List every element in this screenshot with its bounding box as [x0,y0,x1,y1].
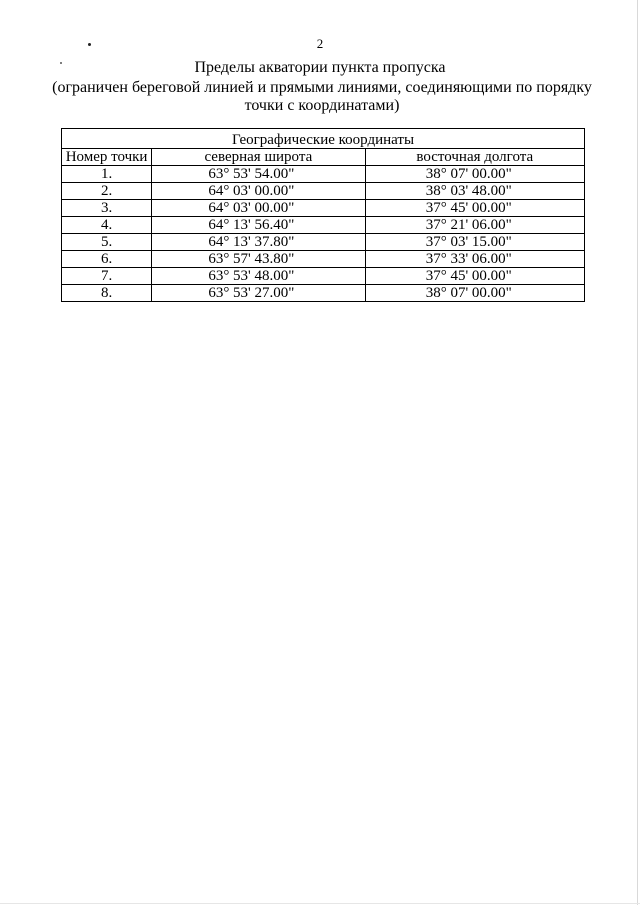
longitude-cell: 37° 03' 15.00" [365,234,584,251]
longitude-cell: 37° 45' 00.00" [365,200,584,217]
longitude-cell: 38° 07' 00.00" [365,285,584,302]
latitude-cell: 63° 53' 27.00" [152,285,365,302]
table-row [62,200,585,217]
latitude-cell: 64° 03' 00.00" [152,200,365,217]
table-row [62,251,585,268]
point-number-cell: 7. [62,268,152,285]
latitude-cell: 63° 53' 54.00" [152,166,365,183]
latitude-cell: 63° 53' 48.00" [152,268,365,285]
table-row [62,217,585,234]
longitude-cell: 37° 21' 06.00" [365,217,584,234]
latitude-cell: 64° 03' 00.00" [152,183,365,200]
scan-edge [0,903,640,904]
table-row [62,268,585,285]
longitude-cell: 38° 07' 00.00" [365,166,584,183]
column-header-longitude: восточная долгота [365,149,584,166]
page-number: 2 [316,36,324,51]
document-subtitle: (ограничен береговой линией и прямыми линиями, соединяющими по порядку точки с координатами) [52,79,592,114]
table-header-row [62,149,585,166]
point-number-cell: 1. [62,166,152,183]
column-header-number: Номер точки [62,149,152,166]
point-number-cell: 2. [62,183,152,200]
point-number-cell: 4. [62,217,152,234]
table-row [62,285,585,302]
point-number-cell: 3. [62,200,152,217]
column-header-latitude: северная широта [152,149,365,166]
latitude-cell: 64° 13' 37.80" [152,234,365,251]
table-row [62,234,585,251]
table-row [62,183,585,200]
longitude-cell: 37° 45' 00.00" [365,268,584,285]
table-body [62,166,585,302]
table-row [62,166,585,183]
table-group-header-row [62,129,585,149]
longitude-cell: 37° 33' 06.00" [365,251,584,268]
scan-edge [637,0,638,905]
longitude-cell: 38° 03' 48.00" [365,183,584,200]
point-number-cell: 5. [62,234,152,251]
group-header: Географические координаты [62,129,585,149]
coordinates-table [61,128,585,302]
point-number-cell: 8. [62,285,152,302]
latitude-cell: 64° 13' 56.40" [152,217,365,234]
document-title: Пределы акватории пункта пропуска [194,59,446,76]
latitude-cell: 63° 57' 43.80" [152,251,365,268]
point-number-cell: 6. [62,251,152,268]
